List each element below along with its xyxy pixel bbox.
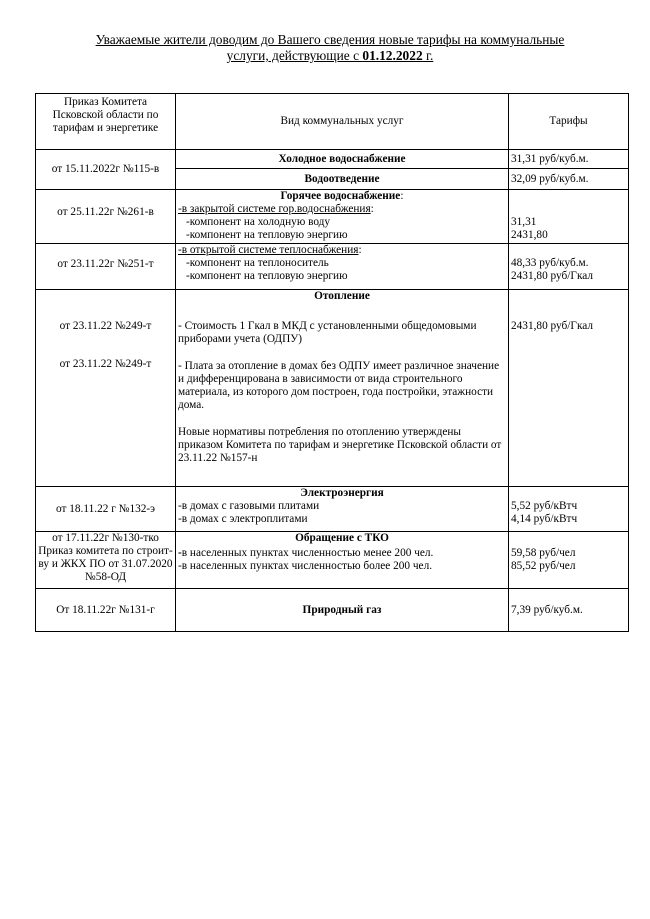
hot-water-closed-system-text: -в закрытой системе гор.водоснабжения [178,203,371,215]
heating-orders [36,290,176,487]
cold-water-service: Холодное водоснабжение [176,150,509,169]
row-electricity [36,487,629,532]
electricity-line-1: -в домах с газовыми плитами [178,500,320,512]
gas-order: От 18.11.22г №131-г [36,589,176,632]
cold-water-tariff: 31,31 руб/куб.м. [509,150,629,169]
hot-water-closed-component-2: -компонент на тепловую энергию [186,229,348,241]
heating-text-2: - Плата за отопление в домах без ОДПУ имеет различное значение и дифференцирована в зависимости от вида строительного материала, из которого дом построен, года постройки, этажности дома. [178,360,500,411]
electricity-tariffs [509,487,629,532]
hot-water-title-colon: : [400,190,404,202]
electricity-tariff-2: 4,14 руб/кВтч [511,513,578,525]
hot-water-closed-tariff-1: 31,31 [511,216,537,228]
heading-line-2 [34,48,626,64]
electricity-tariff-1: 5,52 руб/кВтч [511,500,578,512]
cold-water-order: от 15.11.2022г №115-в [36,150,176,190]
hot-water-open-component-1: -компонент на теплоноситель [186,257,329,269]
hot-water-closed-tariff-2: 2431,80 [511,229,548,241]
waste-tariff-1: 59,58 руб/чел [511,547,576,559]
hot-water-title [178,190,506,203]
hot-water-open-system-colon: : [358,244,362,256]
hot-water-closed-component-1: -компонент на холодную воду [186,216,331,228]
heading-line-1: Уважаемые жители доводим до Вашего сведения новые тарифы на коммунальные [95,32,565,47]
waste-line-1-text: в населенных пунктах численностью менее 200 чел. [181,547,434,559]
header-order: Приказ Комитета Псковской области по тарифам и энергетике [36,94,176,150]
hot-water-open-system-text: -в открытой системе теплоснабжения [178,244,359,256]
hot-water-open-component-2: -компонент на тепловую энергию [186,270,348,282]
header-tariff: Тарифы [509,94,629,150]
hot-water-closed-system-colon: : [370,203,374,215]
hot-water-open-service [176,244,509,290]
heading-line-2-text: услуги, действующие с [226,48,363,63]
row-heating [36,290,629,487]
heating-text-1: - Стоимость 1 Гкал в МКД с установленными общедомовыми приборами учета (ОДПУ) [178,320,477,345]
row-waste [36,532,629,589]
hot-water-closed-tariffs [509,190,629,244]
heating-order-2: от 23.11.22 №249-т [59,358,152,370]
hot-water-open-tariff-1: 48,33 руб/куб.м. [511,257,589,269]
electricity-order: от 18.11.22 г №132-э [36,487,176,532]
tariffs-table [35,93,629,632]
page-heading [34,32,626,64]
waste-order: от 17.11.22г №130-тко Приказ комитета по строит-ву и ЖКХ ПО от 31.07.2020 №58-ОД [36,532,176,589]
waste-service [176,532,509,589]
row-hot-water-open [36,244,629,290]
waste-line-1 [178,547,506,560]
header-service: Вид коммунальных услуг [176,94,509,150]
table-header-row [36,94,629,150]
hot-water-closed-system [178,203,506,216]
heating-text-3: Новые нормативы потребления по отоплению утверждены приказом Комитета по тарифам и энергетике Псковской области от 23.11.22 №157-н [178,426,502,464]
waste-tariff-2: 85,52 руб/чел [511,560,576,572]
hot-water-open-tariff-2: 2431,80 руб/Гкал [511,270,594,282]
sewage-service: Водоотведение [176,169,509,190]
electricity-line-2: -в домах с электроплитами [178,513,308,525]
heading-effective-date: 01.12.2022 [362,48,423,63]
hot-water-open-order: от 23.11.22г №251-т [36,244,176,290]
heading-line-2-suffix: г. [422,48,434,63]
heating-service [176,290,509,487]
hot-water-open-system [178,244,506,257]
hot-water-open-tariffs [509,244,629,290]
heating-title: Отопление [314,290,370,302]
heating-tariff: 2431,80 руб/Гкал [509,290,629,487]
electricity-service [176,487,509,532]
row-gas [36,589,629,632]
heating-order-1: от 23.11.22 №249-т [59,320,152,332]
hot-water-closed-order: от 25.11.22г №261-в [36,190,176,244]
hot-water-title-text: Горячее водоснабжение [280,190,401,202]
waste-tariffs [509,532,629,589]
electricity-title: Электроэнергия [300,487,384,499]
row-hot-water-closed [36,190,629,244]
sewage-tariff: 32,09 руб/куб.м. [509,169,629,190]
row-cold-water [36,150,629,169]
hot-water-closed-service [176,190,509,244]
gas-service: Природный газ [176,589,509,632]
waste-title: Обращение с ТКО [295,532,389,544]
gas-tariff: 7,39 руб/куб.м. [509,589,629,632]
waste-line-2: -в населенных пунктах численностью более 200 чел. [178,560,433,572]
waste-line-1-dash: - [178,547,182,559]
